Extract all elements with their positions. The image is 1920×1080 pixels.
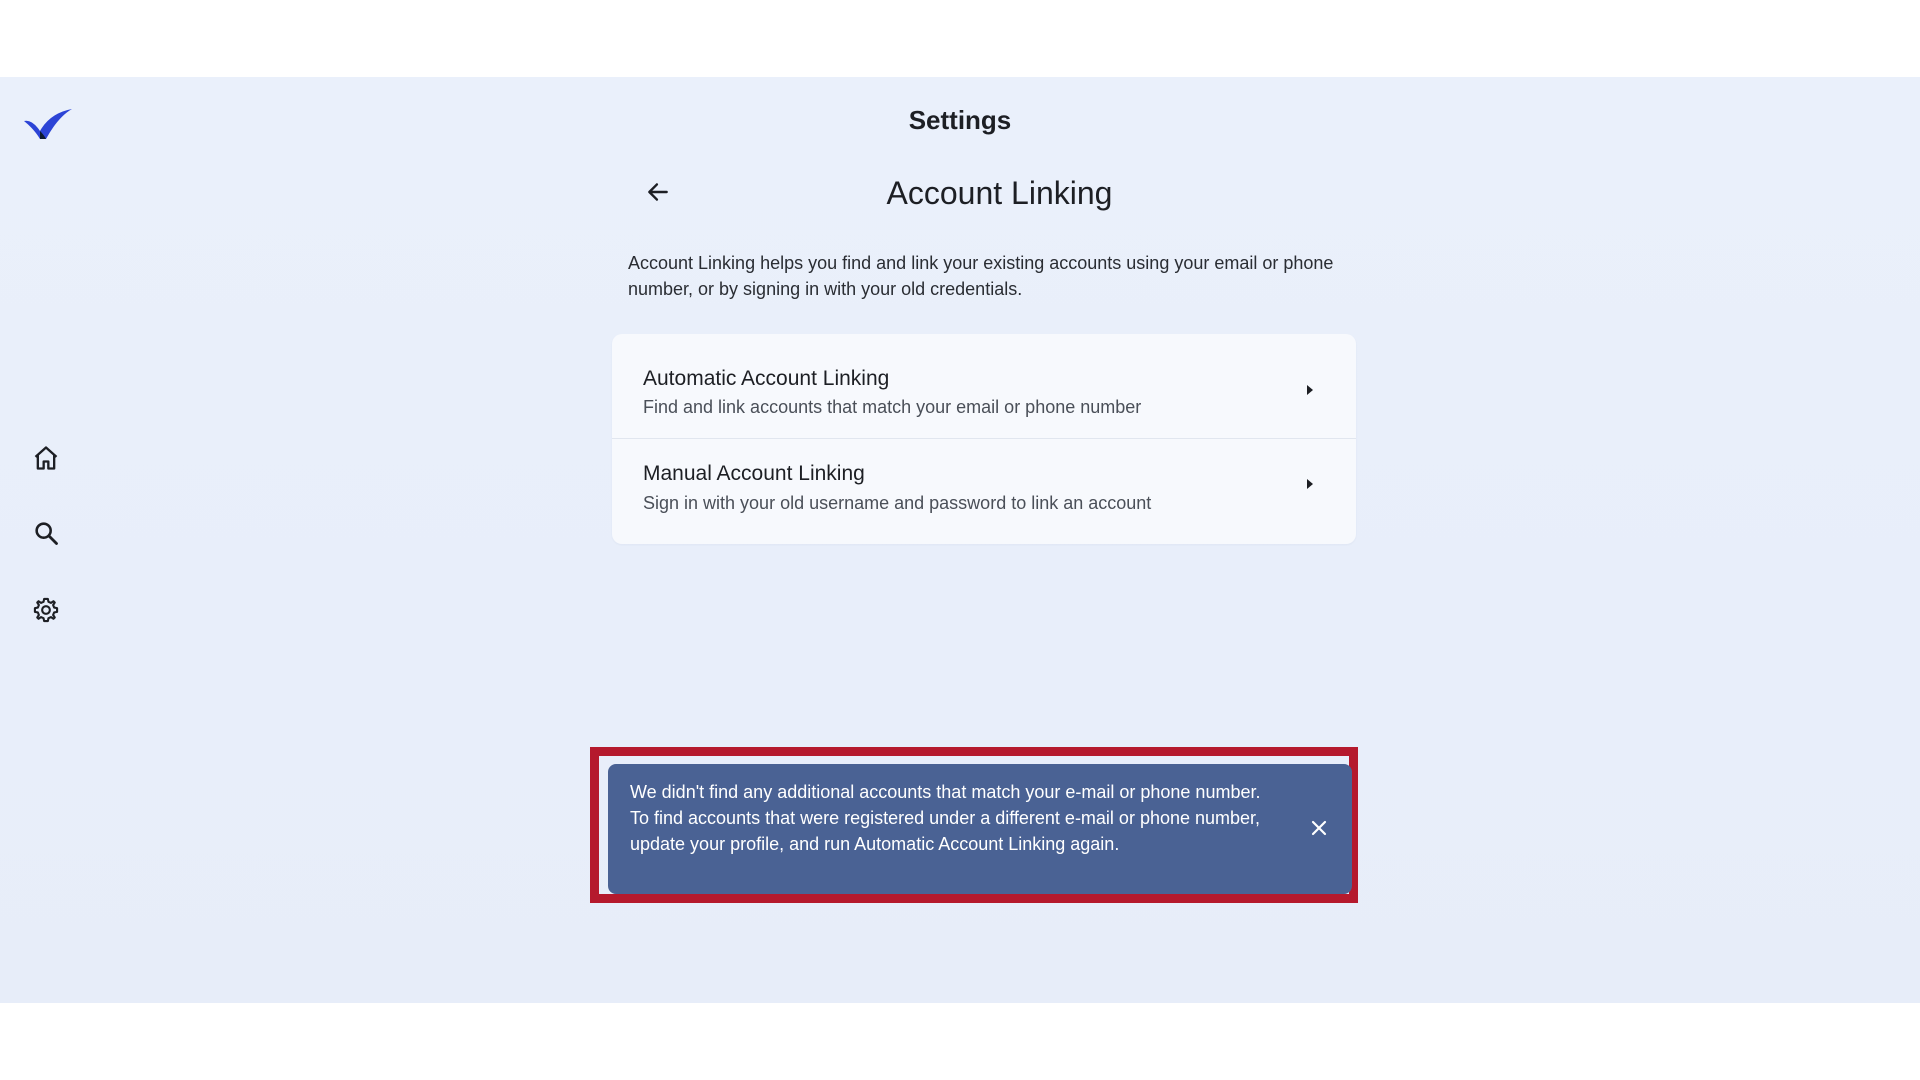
search-icon[interactable]: [30, 517, 62, 549]
section-title: Account Linking: [886, 175, 1113, 211]
option-title: Automatic Account Linking: [643, 367, 890, 390]
chevron-right-icon: [1303, 477, 1317, 491]
chevron-right-icon: [1303, 383, 1317, 397]
gear-icon[interactable]: [30, 594, 62, 626]
linking-options-card: [612, 334, 1356, 544]
option-subtitle: Sign in with your old username and password to link an account: [643, 493, 1152, 513]
toast-message: We didn't find any additional accounts that match your e-mail or phone number. To find accounts that were registered under a different e-mail or phone number, update your profile, and run Automatic Account Linking again.: [630, 782, 1261, 854]
automatic-account-linking-option[interactable]: [612, 334, 1356, 438]
option-subtitle: Find and link accounts that match your email or phone number: [643, 397, 1142, 417]
notification-toast: [608, 764, 1352, 894]
close-icon[interactable]: [1308, 817, 1330, 839]
home-icon[interactable]: [30, 442, 62, 474]
divider: [612, 438, 1356, 439]
option-title: Manual Account Linking: [643, 462, 865, 485]
manual-account-linking-option[interactable]: [612, 440, 1356, 544]
description-text: Account Linking helps you find and link your existing accounts using your email or phone number, or by signing in with your old credentials.: [628, 253, 1334, 299]
page-title: Settings: [908, 105, 1012, 135]
